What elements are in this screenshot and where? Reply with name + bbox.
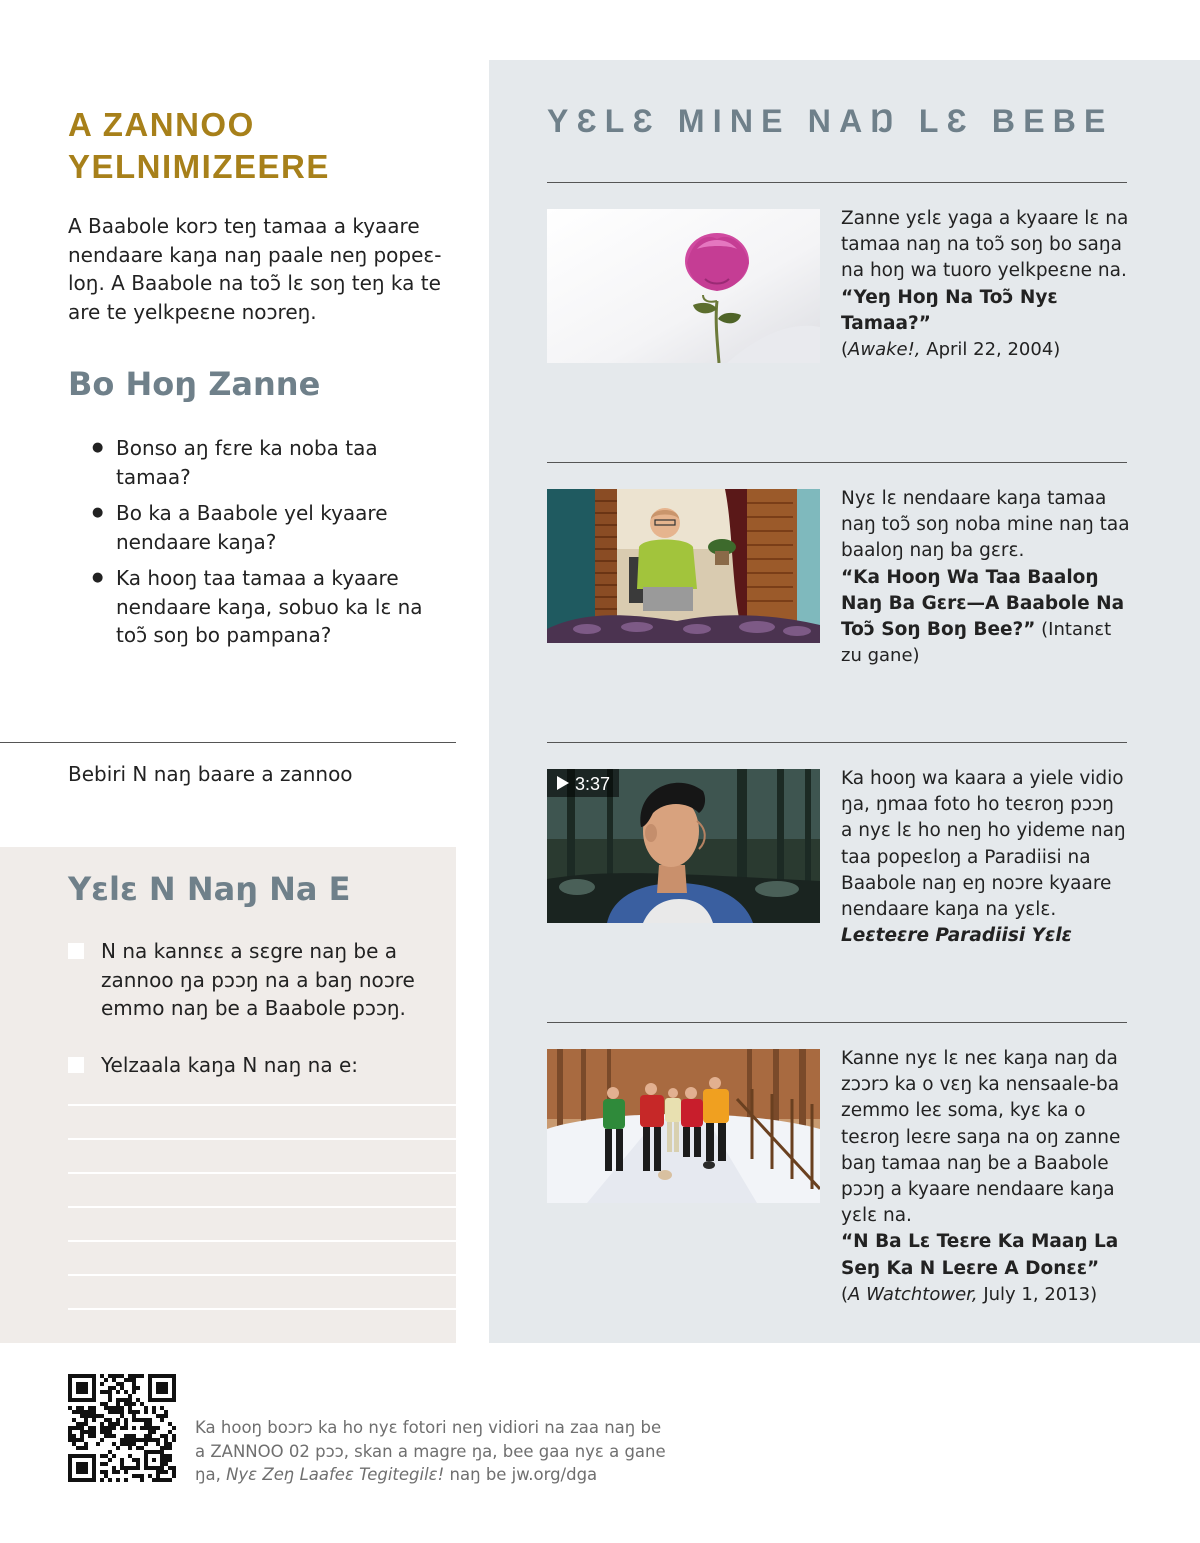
resource-description: Kanne nyɛ lɛ neɛ kaŋa naŋ da zɔɔrɔ ka o vɛŋ ka nensaale-ba zemmo leɛ soma, kyɛ ka o teɛroŋ leɛre saŋa na oŋ zanne baŋ tamaa naŋ be a Baabole pɔɔŋ a kyaare nendaare kaŋa yɛlɛ na.	[841, 1048, 1121, 1227]
article-link[interactable]: “Yeŋ Hoŋ Na Toɔ̃ Nyɛ Tamaa?”	[841, 286, 1058, 334]
qr-code-icon[interactable]	[68, 1374, 176, 1482]
footer-note: Ka hooŋ boɔrɔ ka ho nyɛ fotori neŋ vidiori na zaa naŋ be a ZANNOO 02 pɔɔ, skan a magre ŋa, bee gaa nyɛ a gane ŋa, Nyɛ Zeŋ Laafeɛ Tegitegilɛ! naŋ be jw.org/dga	[195, 1418, 666, 1484]
question-item: ● Bonso aŋ fɛre ka noba taa tamaa?	[92, 434, 452, 491]
divider	[547, 1022, 1127, 1023]
resource-entry-text	[841, 766, 1131, 949]
todo-panel	[0, 847, 456, 1343]
resource-description: Zanne yɛlɛ yaga a kyaare lɛ na tamaa naŋ na toɔ̃ soŋ bo saŋa na hoŋ wa tuoro yelkpeɛne na.	[841, 208, 1129, 282]
question-item: ● Bo ka a Baabole yel kyaare nendaare kaŋa?	[92, 499, 452, 556]
question-item: ● Ka hooŋ taa tamaa a kyaare nendaare kaŋa, sobuo ka lɛ na toɔ̃ soŋ bo pampana?	[92, 564, 452, 650]
divider	[0, 742, 456, 743]
writing-line[interactable]	[68, 1240, 456, 1242]
summary-title-line1: A ZANNOO	[68, 106, 255, 143]
video-title-link[interactable]: Leɛteɛre Paradiisi Yɛlɛ	[841, 925, 1072, 947]
question-list	[92, 434, 452, 658]
resource-entry-text	[841, 206, 1131, 363]
video-thumbnail[interactable]	[547, 769, 820, 923]
writing-line[interactable]	[68, 1104, 456, 1106]
divider	[547, 742, 1127, 743]
resource-entry-text	[841, 1046, 1131, 1308]
writing-line[interactable]	[68, 1206, 456, 1208]
writing-line[interactable]	[68, 1138, 456, 1140]
divider	[547, 462, 1127, 463]
checkbox[interactable]	[68, 943, 84, 959]
todo-item-label: N na kannɛɛ a sɛgre naŋ be a zannoo ŋa pɔɔŋ na a baŋ noɔre emmo naŋ be a Baabole pɔɔŋ.	[101, 939, 415, 1020]
resource-entry-text	[841, 486, 1131, 669]
video-duration: 3:37	[575, 774, 611, 794]
article-link[interactable]: “Ka Hooŋ Wa Taa Baaloŋ Naŋ Ba Gɛrɛ—A Baabole Na Toɔ̃ Soŋ Boŋ Bee?” (Intanɛt zu gane)	[841, 566, 1125, 667]
divider	[547, 182, 1127, 183]
todo-item	[68, 1051, 448, 1080]
man-at-window-image[interactable]	[547, 489, 820, 643]
summary-title	[68, 104, 448, 188]
explore-title: YƐLƐ MINE NAŊ LƐ BEBE	[547, 103, 1114, 139]
writing-line[interactable]	[68, 1274, 456, 1276]
todo-title: Yɛlɛ N Naŋ Na E	[68, 870, 351, 908]
article-source: (A Watchtower, July 1, 2013)	[841, 1283, 1098, 1305]
article-link[interactable]: “N Ba Lɛ Teɛre Ka Maaŋ La Seŋ Ka N Leɛre A Donɛɛ”	[841, 1231, 1119, 1279]
writing-line[interactable]	[68, 1308, 456, 1310]
summary-title-line2: YELNIMIZEERE	[68, 148, 330, 185]
article-source: (Awake!, April 22, 2004)	[841, 339, 1061, 361]
todo-item	[68, 937, 448, 1023]
summary-text: A Baabole korɔ teŋ tamaa a kyaare nendaare kaŋa naŋ paale neŋ popeɛ-loŋ. A Baabole na toɔ̃ lɛ soŋ teŋ ka te are te yelkpeɛne noɔreŋ.	[68, 214, 442, 324]
family-in-snow-image[interactable]	[547, 1049, 820, 1203]
resource-description: Ka hooŋ wa kaara a yiele vidio ŋa, ŋmaa foto ho teɛroŋ pɔɔŋ a nyɛ lɛ ho neŋ ho yideme naŋ taa popeɛloŋ a Paradiisi na Baabole naŋ eŋ noɔre kyaare nendaare kaŋa na yɛlɛ.	[841, 768, 1126, 921]
pink-flower-image[interactable]	[547, 209, 820, 363]
reread-date-label: Bebiri N naŋ baare a zannoo	[68, 762, 353, 786]
consider-title: Bo Hoŋ Zanne	[68, 365, 321, 403]
checkbox[interactable]	[68, 1057, 84, 1073]
resource-description: Nyɛ lɛ nendaare kaŋa tamaa naŋ toɔ̃ soŋ noba mine naŋ taa baaloŋ naŋ ba gɛrɛ.	[841, 488, 1130, 562]
todo-item-label: Yelzaala kaŋa N naŋ na e:	[101, 1053, 358, 1077]
writing-line[interactable]	[68, 1172, 456, 1174]
article-source: (Intanɛt zu gane)	[841, 619, 1112, 667]
